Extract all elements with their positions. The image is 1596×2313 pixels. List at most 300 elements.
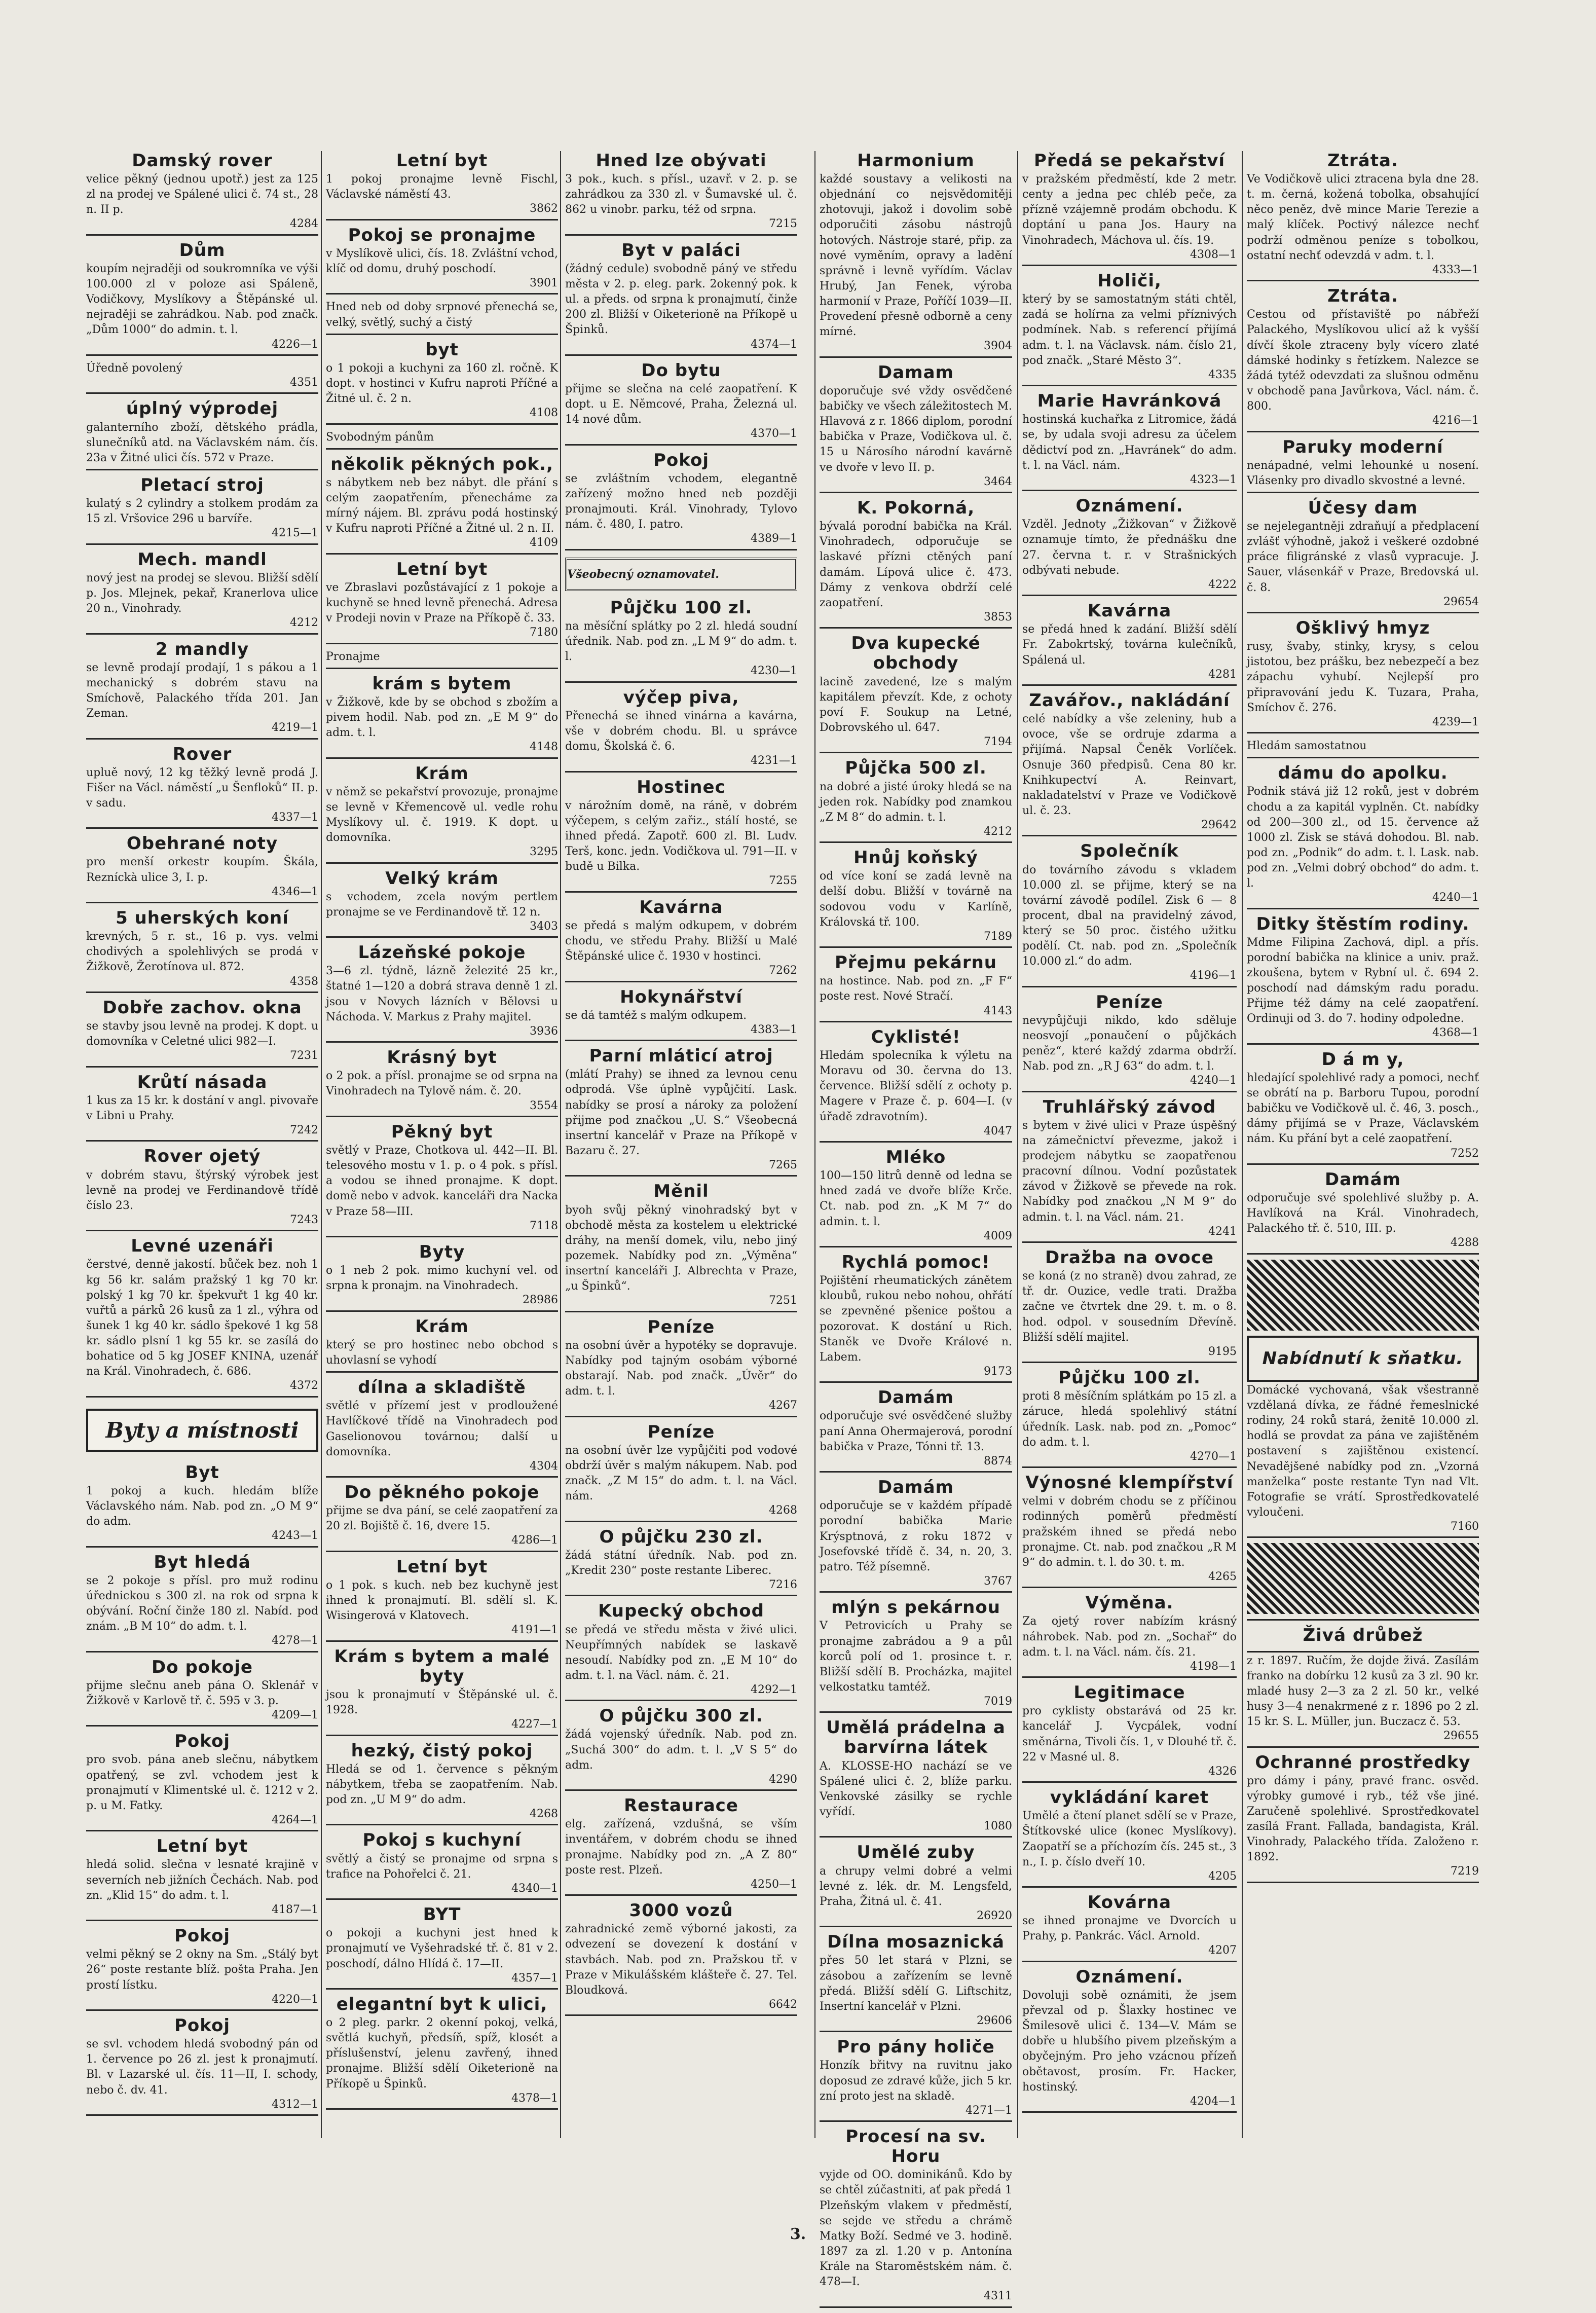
- ad-code: 7251: [769, 1294, 797, 1307]
- classified-ad: [86, 834, 318, 903]
- ad-divider: [86, 1396, 318, 1398]
- ad-divider: [565, 1175, 797, 1177]
- ad-code: 7189: [984, 930, 1012, 943]
- ad-text: v němž se pekařství provozuje, pronajme se levně v Křemencově ul. vedle rohu Myslíkovy ul. č. 1919. K dopt. u domovníka.: [326, 785, 558, 844]
- ad-text: jsou k pronajmutí v Štěpánské ul. č. 1928.: [326, 1688, 558, 1717]
- classified-ad: [1247, 618, 1479, 733]
- ad-heading: Letní byt: [156, 1836, 248, 1857]
- ad-heading: Živá drůbež: [1247, 1619, 1479, 1652]
- classified-ad: [326, 455, 558, 555]
- ad-code: 3403: [530, 920, 558, 933]
- classified-ad: [1247, 151, 1479, 281]
- classified-ad: [820, 1253, 1012, 1383]
- ad-text: pro svob. pána aneb slečnu, nábytkem opatřený, se zvl. vchodem jest k pronajmutí v Klimentské ul. č. 1212 v 2. p. u M. Fatky.: [86, 1753, 318, 1812]
- ad-text: Hledám spolecníka k výletu na Moravu od 30. června do 13. července. Bližší sdělí z ochoty p. Magere v Praze č. p. 604—I. (v úřadě zdravotním).: [820, 1049, 1012, 1123]
- classified-ad: [820, 151, 1012, 358]
- ad-text: velmi v dobrém chodu se z příčinou rodinných poměrů předměstí pražském ihned se předá nebo pronajme. Ct. nab. pod značkou „R M 9“ do admin. t. l. do 30. t. m.: [1022, 1495, 1237, 1569]
- ad-text: na dobré a jisté úroky hledá se na jeden rok. Nabídky pod znamkou „Z M 8“ do admin. t. l.: [820, 780, 1012, 824]
- ad-heading: Legitimace: [1073, 1682, 1185, 1703]
- ad-text: světlý a čistý se pronajme od srpna s trafice na Pohořelci č. 21.: [326, 1852, 558, 1881]
- ad-heading: Damský rover: [132, 151, 273, 171]
- ad-text: s vchodem, zcela novým pertlem pronajme se ve Ferdinandově tř. 12 n.: [326, 890, 558, 919]
- ad-heading: Pěkný byt: [391, 1121, 493, 1142]
- ad-heading: Parní mláticí atroj: [589, 1046, 773, 1067]
- ad-heading: Peníze: [1096, 992, 1163, 1012]
- ad-heading: několik pěkných pok.,: [330, 454, 553, 474]
- classified-ad: [326, 151, 558, 221]
- ad-code: 3904: [984, 340, 1012, 353]
- ad-text: v pražském předměstí, kde 2 metr. centy a jedna pec chléb peče, za přízně vzájemně prodám obchodu. K doptání u pana Jos. Haury na Vinohradech, Máchova ul. čís. 19.: [1022, 173, 1237, 247]
- ad-divider: [1022, 986, 1237, 987]
- ad-code: 4335: [1208, 368, 1237, 381]
- ad-heading: Půjčka 500 zl.: [845, 758, 987, 779]
- ad-code: 4196—1: [1190, 969, 1237, 982]
- ad-code: 4250—1: [751, 1878, 797, 1891]
- ad-code: 4374—1: [751, 338, 797, 351]
- classified-ad: [565, 1601, 797, 1701]
- ad-code: 4047: [984, 1124, 1012, 1137]
- classified-ad: [1022, 271, 1237, 386]
- classified-ad: [565, 987, 797, 1042]
- ad-divider: [326, 2108, 558, 2110]
- ad-heading: Levné uzenáři: [131, 1236, 274, 1257]
- ad-divider: [326, 423, 558, 425]
- ad-divider: [820, 2031, 1012, 2032]
- classified-ad: [820, 1027, 1012, 1143]
- ad-code: 3936: [530, 1024, 558, 1038]
- ad-text: Hledá se od 1. července s pěkným nábytkem, třeba se zaopatřením. Nab. pod zn. „U M 9“ do adm.: [326, 1763, 558, 1806]
- ad-code: 4383—1: [751, 1023, 797, 1036]
- ad-heading: Kovárna: [1087, 1892, 1172, 1913]
- classified-ad: [86, 241, 318, 356]
- ad-code: 4326: [1208, 1765, 1237, 1778]
- ad-divider: [326, 643, 558, 644]
- classified-ad: [86, 2016, 318, 2116]
- ad-divider: [86, 1651, 318, 1653]
- ad-heading: Pokoj: [174, 2015, 230, 2036]
- ad-heading: Pokoj: [653, 450, 709, 470]
- ad-divider: [86, 633, 318, 635]
- ad-text: odporučuje se v každém případě porodní babička Marie Krýsptnová, z roku 1872 v Josefovské třídě č. 34, n. 20, 3. patro. Též písemně.: [820, 1499, 1012, 1573]
- ad-divider: [565, 549, 797, 550]
- classified-ad: [1022, 841, 1237, 987]
- ad-divider: [820, 1471, 1012, 1473]
- ad-divider: [326, 757, 558, 759]
- ad-divider: [1022, 490, 1237, 491]
- ad-text: nenápadné, velmi lehounké u nosení. Vlásenky pro divadlo skvostné a levné.: [1247, 459, 1479, 487]
- classified-ad: [326, 1048, 558, 1117]
- classified-ad: [1247, 286, 1479, 432]
- ad-text: proti 8 měsíčním splátkám po 15 zl. a záruce, hledá spolehlivý státní úředník. Lask. nab. pod zn. „Pomoc“ do adm. t. l.: [1022, 1390, 1237, 1449]
- ad-divider: [1247, 1253, 1479, 1255]
- ad-heading: Dražba na ovoce: [1045, 1247, 1214, 1268]
- ad-text: (žádný cedule) svobodně páný ve středu města v 2. p. eleg. park. 2okenný pok. k ul. a předs. od srpna k pronajmutí, činže 200 zl. Bližší v Oiketerioně na Příkopě u Špinků.: [565, 262, 797, 337]
- classified-ad: [820, 363, 1012, 493]
- ad-text: A. KLOSSE-HO nachází se ve Spálené ulici č. 2, blíže parku. Venkovské zásilky se rychle vyřídí.: [820, 1759, 1012, 1818]
- column-rule: [560, 151, 561, 2138]
- ad-code: 29642: [1201, 819, 1237, 832]
- classified-ad: [326, 1483, 558, 1552]
- ad-text: galanterního zboží, dětského prádla, slunečníků atd. na Václavském nám. čís. 23a v Žitné ulici čís. 572 v Praze.: [86, 421, 318, 464]
- ad-divider: [1022, 1781, 1237, 1783]
- ad-divider: [820, 1141, 1012, 1143]
- classified-ad: [326, 340, 558, 425]
- ad-divider: [326, 1236, 558, 1237]
- classified-ad: [1022, 151, 1237, 266]
- ad-heading: Byt: [185, 1462, 219, 1483]
- ad-divider: [86, 1920, 318, 1921]
- ad-heading: Damám: [878, 1387, 954, 1408]
- ad-code: 4226—1: [272, 338, 318, 351]
- ad-heading: Letní byt: [396, 151, 488, 171]
- classified-ad: [820, 1148, 1012, 1247]
- ad-code: 3862: [530, 202, 558, 215]
- classified-ad: [820, 848, 1012, 948]
- classified-ad: [820, 1932, 1012, 2032]
- ad-divider: [565, 1789, 797, 1791]
- ad-divider: [1022, 1241, 1237, 1243]
- ad-divider: [565, 1416, 797, 1417]
- ad-text: o 1 neb 2 pok. mimo kuchyní vel. od srpna k pronajm. na Vinohradech.: [326, 1264, 558, 1293]
- ad-heading: Letní byt: [396, 1556, 488, 1577]
- ad-divider: [1247, 1163, 1479, 1165]
- classified-ad: [86, 1553, 318, 1653]
- classified-ad: [86, 361, 318, 394]
- ad-divider: [565, 1040, 797, 1041]
- ad-text: Podnik stává již 12 roků, jest v dobrém chodu a za kapitál vyplněn. Ct. nabídky od 200—300 zl., od 15. července až 1000 zl. Zisk se stává dohodou. Bl. nab. pod zn. „Podnik“ do adm. t. l. Lask. nab. pod zn. „Velmi dobrý obchod“ do adm. t. l.: [1247, 785, 1479, 890]
- ad-heading: Kavárna: [1087, 601, 1172, 621]
- ad-code: 4333—1: [1432, 263, 1479, 276]
- ad-heading: Ochranné prostředky: [1255, 1752, 1471, 1773]
- ad-heading: Umělé zuby: [857, 1842, 975, 1863]
- classified-ad: [326, 1378, 558, 1478]
- ad-code: 4267: [769, 1399, 797, 1412]
- ad-heading: Nabídnutí k sňatku.: [1247, 1336, 1479, 1382]
- ad-heading: Letní byt: [396, 559, 488, 579]
- ad-text: světlé v přízemí jest v prodloužené Havlíčkové třídě na Vinohradech pod Gaselionovou továrnou; další u domovníka.: [326, 1400, 558, 1458]
- classified-ad: [1247, 1050, 1479, 1165]
- ad-divider: [565, 1894, 797, 1896]
- ad-heading: Byt hledá: [154, 1552, 251, 1572]
- ad-code: 4207: [1208, 1944, 1237, 1957]
- ad-code: 4284: [290, 217, 318, 231]
- ad-heading: Výměna.: [1085, 1593, 1174, 1613]
- ad-heading: Damám: [878, 1477, 954, 1498]
- ad-text: ve Zbraslavi pozůstávající z 1 pokoje a kuchyně se hned levně přenechá. Adresa v Prodeji novin v Praze na Příkopě č. 33.: [326, 581, 558, 625]
- ad-heading: úplný výprodej: [126, 398, 279, 419]
- ad-text: Pronajme: [326, 650, 380, 663]
- ad-heading: dámu do apolku.: [1278, 763, 1448, 784]
- ad-code: 4215—1: [272, 527, 318, 540]
- ad-text: 1 kus za 15 kr. k dostání v angl. pivovaře v Libni u Prahy.: [86, 1094, 318, 1122]
- ad-code: 7262: [769, 964, 797, 977]
- ad-code: 4268: [530, 1808, 558, 1821]
- ad-code: 4148: [530, 741, 558, 754]
- classified-ad: [326, 943, 558, 1043]
- hatched-rule: [1247, 1260, 1479, 1331]
- ad-code: 4340—1: [511, 1882, 558, 1895]
- classified-ad: [565, 361, 797, 446]
- ad-text: čerstvé, denně jakostí. bůček bez. noh 1 kg 56 kr. salám pražský 1 kg 70 kr. polský 1 kg 70 kr. špekvuřt 1 kg 40 kr. vuřtů a párků 26 kusů za 1 zl., výhra od šunek 1 kg 40 kr. sádlo špekové 1 kg 58 kr. sádlo plsní 1 kg 55 kr. se zasílá do bohatice od 5 kg JOSEF KNINA, uzenář na Král. Vinohradech, č. 686.: [86, 1258, 318, 1378]
- ad-text: 100—150 litrů denně od ledna se hned zadá ve dvoře blíže Krče. Ct. nab. pod zn. „K M 7“ do admin. t. l.: [820, 1169, 1012, 1228]
- classified-ad: [326, 1995, 558, 2110]
- ad-divider: [326, 293, 558, 295]
- ad-code: 3295: [530, 846, 558, 859]
- ad-code: 3464: [984, 475, 1012, 488]
- classified-ad: [326, 869, 558, 938]
- ad-code: 4370—1: [751, 427, 797, 440]
- ad-code: 7242: [290, 1124, 318, 1137]
- ad-text: přijme se dva pání, se celé zaopatření za 20 zl. Bojiště č. 16, dvere 15.: [326, 1504, 558, 1533]
- ad-text: hledající spolehlivé rady a pomoci, nechť se obrátí na p. Barboru Tupou, porodní babičku ve Vodičkově ul. č. 46, 3. posch., dámy přijímá se v Praze, Václavském nám. Ku přání byt a celé zaopatření.: [1247, 1071, 1479, 1146]
- ad-divider: [565, 234, 797, 236]
- classified-ad: [565, 558, 797, 591]
- ad-divider: [1247, 1746, 1479, 1748]
- ad-code: 4191—1: [511, 1624, 558, 1637]
- column-5: [1022, 151, 1237, 2118]
- ad-code: 3554: [530, 1099, 558, 1112]
- ad-heading: Obehrané noty: [126, 833, 278, 854]
- ad-heading: Krám: [415, 763, 469, 784]
- ad-heading: Měnil: [653, 1181, 709, 1202]
- ad-heading: O půjčku 230 zl.: [599, 1526, 763, 1547]
- classified-ad: [1247, 1619, 1479, 1747]
- classified-ad: [820, 634, 1012, 753]
- ad-text: na osobní úvěr lze vypůjčiti pod vodové obdrží úvěr s malým nákupem. Nab. pod značk. „Z M 15“ do adm. t. l. na Václ. nám.: [565, 1444, 797, 1503]
- ad-heading: hezký, čistý pokoj: [351, 1740, 533, 1761]
- ad-heading: Mech. mandl: [137, 549, 267, 570]
- classified-ad: [326, 1647, 558, 1736]
- ad-heading: Hned lze obývati: [596, 151, 767, 171]
- ad-code: 4219—1: [272, 721, 318, 735]
- ad-divider: [820, 1381, 1012, 1383]
- ad-text: s bytem v živé ulici v Praze úspěšný na zámečnictví převezme, jakož i prodejem nábytku se zaopatřenou pracovní dílnou. Vodní pozůstatek závod v Žižkově se převede na rok. Nabídky pod značkou „N M 9“ do admin. t. l. na Václ. nám. 21.: [1022, 1119, 1237, 1224]
- column-2: [326, 151, 558, 2115]
- ad-divider: [326, 1310, 558, 1312]
- ad-text: hledá solid. slečna v lesnaté krajině v severních neb jižních Čechách. Nab. pod zn. „Klid 15“ do adm. t. l.: [86, 1858, 318, 1902]
- ad-divider: [820, 1021, 1012, 1022]
- ad-text: velice pěkný (jednou upotř.) jest za 125 zl na prodej ve Spálené ulici č. 74 st., 28 n. II p.: [86, 173, 318, 216]
- ad-text: a chrupy velmi dobré a velmi levné z. lék. dr. M. Lengsfeld, Praha, Žitná ul. č. 41.: [820, 1864, 1012, 1908]
- ad-text: Domácké vychovaná, však všestranně vzdělaná dívka, ze řádné řemeslnické rodiny, 24 roků stará, ženitě 10.000 zl. hodlá se provdat za pána ve zajištěném postavení s zajištěnou existencí. Nevadějšené nabídky pod zn. „Vzorná manželka“ poste restante Tyn nad Vlt. Fotografie se vrátí. Sprostředkovatelé vyloučeni.: [1247, 1383, 1479, 1519]
- ad-divider: [565, 1311, 797, 1312]
- ad-heading: Truhlářský závod: [1043, 1096, 1216, 1117]
- classified-ad: [1022, 496, 1237, 596]
- ad-heading: Byty: [419, 1242, 465, 1263]
- ad-code: 4265: [1208, 1570, 1237, 1583]
- ad-heading: Peníze: [647, 1421, 715, 1442]
- ad-heading: Kavárna: [639, 897, 723, 917]
- ad-heading: 5 uherských koní: [116, 908, 289, 929]
- ad-heading: Dva kupecké obchody: [851, 633, 981, 674]
- ad-text: se ihned pronajme ve Dvorcích u Prahy, p. Pankrác. Václ. Arnold.: [1022, 1915, 1237, 1943]
- ad-divider: [326, 1898, 558, 1900]
- ad-text: v dobrém stavu, štýrský výrobek jest levně na prodej ve Ferdinandově třídě číslo 23.: [86, 1168, 318, 1212]
- classified-ad: [820, 758, 1012, 843]
- classified-ad: [820, 1388, 1012, 1473]
- ad-heading: Peníze: [647, 1316, 715, 1337]
- hatched-rule: [1247, 1543, 1479, 1614]
- ad-code: 4241: [1208, 1225, 1237, 1238]
- ad-divider: [1247, 1882, 1479, 1883]
- ad-text: Přenechá se ihned vinárna a kavárna, vše v dobrém chodu. Bl. u správce domu, Školská č. 6.: [565, 709, 797, 753]
- ad-code: 7160: [1451, 1520, 1479, 1533]
- ad-code: 7118: [530, 1219, 558, 1232]
- classified-ad: [565, 241, 797, 356]
- ad-heading: Pletací stroj: [140, 474, 264, 495]
- ad-divider: [326, 553, 558, 555]
- classified-ad: [326, 1317, 558, 1373]
- classified-ad: [565, 1527, 797, 1597]
- ad-divider: [820, 356, 1012, 358]
- ad-divider: [86, 543, 318, 545]
- ad-divider: [1247, 732, 1479, 733]
- ad-text: upluě nový, 12 kg těžký levně prodá J. Fišer na Václ. náměstí „u Šenfloků“ II. p. v sadu.: [86, 766, 318, 810]
- ad-text: Mdme Filipina Zachová, dipl. a přís. porodní babička na klinice a univ. praž. zkoušena, bytem v Rybní ul. č. 694 2. poschodí nad dámským radu poradu. Přijme též dámy na celé zaopatření. Ordinuji od 3. do 7. hodiny odpoledne.: [1247, 936, 1479, 1025]
- ad-text: se stavby jsou levně na prodej. K dopt. u domovníka v Celetné ulici 982—I.: [86, 1020, 318, 1048]
- ad-divider: [326, 1735, 558, 1736]
- ad-code: 4312—1: [272, 2098, 318, 2111]
- ad-divider: [86, 469, 318, 470]
- ad-code: 4240—1: [1432, 891, 1479, 904]
- ad-divider: [326, 334, 558, 335]
- ad-text: koupím nejraději od soukromníka ve výši 100.000 zl v poloze asi Spáleně, Vodičkovy, Myslíkovy a Štěpánské ul. nejraději se zahrádkou. Nab. pod značk. „Dům 1000“ do admin. t. l.: [86, 262, 318, 337]
- column-rule: [1242, 151, 1243, 2138]
- classified-ad: [820, 498, 1012, 629]
- ad-divider: [820, 946, 1012, 948]
- ad-text: o 2 pok. a přísl. pronajme se od srpna na Vinohradech na Tylově nám. č. 20.: [326, 1070, 558, 1098]
- ad-divider: [820, 1246, 1012, 1247]
- ad-code: 4271—1: [966, 2104, 1012, 2117]
- ad-heading: Ztráta.: [1327, 151, 1398, 171]
- ad-divider: [326, 936, 558, 938]
- ad-text: světlý v Praze, Chotkova ul. 442—II. Bl. telesového mostu v 1. p. o 4 pok. s přísl. a vodou se ihned pronajme. K dopt. domě nebo v advok. kanceláři dra Nacka v Praze 58—III.: [326, 1144, 558, 1218]
- classified-ad: [1022, 1893, 1237, 1962]
- ad-code: 9173: [984, 1365, 1012, 1378]
- ad-divider: [86, 827, 318, 829]
- ad-heading: Damam: [878, 362, 954, 383]
- classified-ad: [86, 1236, 318, 1397]
- ad-divider: [86, 1230, 318, 1231]
- ad-divider: [326, 1041, 558, 1043]
- ad-text: rusy, švaby, stinky, krysy, s celou jistotou, bez prášku, bez nebezpečí a bez zápachu vyhubí. Nejlepší pro připravování jedu K. Tuzara, Praha, Smíchov č. 276.: [1247, 640, 1479, 714]
- ad-text: 1 pokoj pronajme levně Fischl, Václavské náměstí 43.: [326, 173, 558, 201]
- ad-heading: Půjčku 100 zl.: [610, 597, 753, 618]
- classified-ad: [86, 640, 318, 740]
- ad-text: každé soustavy a velikosti na objednání co nejsvědomitěji zhotovuji, jakož i dovolim sobě odporučiti zásobu nástrojů hotových. Nástroje staré, přip. za nové vyměním, opravy a ladění správně i levně vyřídím. Václav Hrubý, Jan Fenek, výroba harmonií v Praze, Poříčí 1039—II. Provedení přesně odborně a ceny mírné.: [820, 173, 1012, 339]
- classified-ad: [565, 598, 797, 683]
- ad-divider: [1247, 1536, 1479, 1538]
- ad-heading: Přejmu pekárnu: [835, 952, 997, 973]
- ad-divider: [86, 992, 318, 993]
- column-1: [86, 151, 318, 2121]
- classified-ad: [86, 1463, 318, 1548]
- ad-code: 4212: [290, 616, 318, 630]
- ad-text: Honzík břitvy na ruvitnu jako doposud ze zdravé kůže, jich 5 kr. zní proto jest na skladě.: [820, 2059, 1012, 2103]
- ad-divider: [820, 1591, 1012, 1593]
- ad-code: 4227—1: [511, 1718, 558, 1731]
- ad-code: 26920: [977, 1909, 1012, 1922]
- ad-code: 4231—1: [751, 754, 797, 767]
- ad-text: žádá státní úředník. Nab. pod zn. „Kredit 230“ poste restante Liberec.: [565, 1549, 797, 1577]
- ad-divider: [1022, 1886, 1237, 1888]
- ad-text: na měsíční splátky po 2 zl. hledá soudní úřednik. Nab. pod zn. „L M 9“ do adm. t. l.: [565, 620, 797, 664]
- ad-divider: [326, 448, 558, 450]
- ad-code: 4239—1: [1432, 715, 1479, 728]
- ad-divider: [1022, 684, 1237, 686]
- ad-text: odporučuje své osvědčené služby paní Anna Ohermajerová, porodní babička v Praze, Tónni tř. 13.: [820, 1410, 1012, 1453]
- column-4: [820, 151, 1012, 2313]
- ad-divider: [565, 444, 797, 446]
- ad-heading: Dílna mosaznická: [827, 1932, 1005, 1953]
- classified-ad: [326, 649, 558, 669]
- ad-text: Hned neb od doby srpnové přenechá se, velký, světlý, suchý a čistý: [326, 301, 558, 329]
- ad-divider: [86, 234, 318, 236]
- classified-ad: [86, 1837, 318, 1921]
- ad-divider: [326, 1640, 558, 1642]
- ad-text: na hostince. Nab. pod zn. „F F“ poste rest. Nové Stračí.: [820, 975, 1012, 1003]
- ad-divider: [326, 1116, 558, 1117]
- classified-ad: [820, 1598, 1012, 1713]
- ad-text: Cestou od přístaviště po nábřeží Palackého, Myslíkovou ulicí až k vyšší dívčí škole ztraceny byly vícero zlaté dámské hodinky s řetízkem. Nalezce se žádá tytéž odevzdati za slušnou odměnu v obchodě pana Javůrkova, Václ. nám. č. 800.: [1247, 308, 1479, 413]
- classified-ad: [86, 1926, 318, 2011]
- ad-code: 4205: [1208, 1869, 1237, 1883]
- ad-heading: Restaurace: [624, 1795, 738, 1816]
- ad-text: lacině zavedené, lze s malým kapitálem převzít. Kde, z ochoty poví F. Soukup na Letné, Dobrovského ul. 647.: [820, 675, 1012, 734]
- ad-heading: Paruky moderní: [1282, 436, 1443, 457]
- classified-ad: [1247, 1753, 1479, 1883]
- ad-text: Umělé a čtení planet sdělí se v Praze, Štítkovské ulice (konec Myslíkovy). Zaopatří se a příchozím čís. 245 st., 3 n., I. p. číslo dveří 10.: [1022, 1810, 1237, 1868]
- ad-code: 4323—1: [1190, 473, 1237, 486]
- ad-code: 4230—1: [751, 665, 797, 678]
- ad-heading: Procesí na sv. Horu: [845, 2126, 986, 2167]
- classified-ad: [326, 1905, 558, 1990]
- ad-divider: [1247, 431, 1479, 432]
- ad-text: do továrního závodu s vkladem 10.000 zl. se přijme, který se na tovární závodě podílel. Zisk 6 — 8 procent, dbal na pravidelný závod, který se 50 proc. čistého užitku podělí. Ct. nab. pod zn. „Společník 10.000 zl.“ do adm.: [1022, 863, 1237, 968]
- ad-code: 7215: [769, 217, 797, 231]
- ad-divider: [1247, 612, 1479, 613]
- ad-text: se předá ve středu města v živé ulici. Neupřímných nabídek se laskavě nesoudí. Nabídky pod zn. „E M 10“ do adm. t. l. na Václ. nám. č. 21.: [565, 1623, 797, 1682]
- ad-text: pro dámy i pány, pravé franc. osvěd. výrobky gumové i ryb., též vše jiné. Zaručeně spolehlivé. Sprostředkovatel zasílá Frant. Fallada, bandagista, Král. Vinohrady, Palackého třída. Založeno r. 1892.: [1247, 1774, 1479, 1864]
- ad-heading: Holiči,: [1097, 271, 1162, 291]
- ad-divider: [86, 354, 318, 356]
- ad-heading: Velký krám: [385, 868, 499, 889]
- ad-code: 6642: [769, 1998, 797, 2011]
- classified-ad: [326, 430, 558, 450]
- ad-heading: Kupecký obchod: [598, 1601, 764, 1622]
- ad-heading: Rover ojetý: [143, 1146, 261, 1167]
- classified-ad: [1022, 1788, 1237, 1888]
- classified-ad: [565, 1706, 797, 1791]
- ad-text: se 2 pokoje s přísl. pro muž rodinu úřednickou s 300 zl. na rok od srpna k obývání. Roční činže 180 zl. Nabíd. pod znám. „B M 10“ do adm. t. l.: [86, 1574, 318, 1633]
- classified-ad: [1022, 1967, 1237, 2113]
- ad-code: 4209—1: [272, 1708, 318, 1721]
- ad-code: 7194: [984, 736, 1012, 749]
- ad-divider: [820, 1926, 1012, 1927]
- ad-divider: [1022, 385, 1237, 386]
- classified-ad: [1247, 1170, 1479, 1255]
- ad-heading: Oznámení.: [1075, 496, 1183, 517]
- ad-heading: Ditky štěstím rodiny.: [1256, 913, 1470, 934]
- ad-code: 4220—1: [272, 1993, 318, 2006]
- ad-heading: Krůtí násada: [137, 1072, 268, 1092]
- ad-divider: [565, 2014, 797, 2016]
- ad-text: na osobní úvěr a hypotéky se dopravuje. Nabídky pod tajným osobám výborné obstarají. Nab. pod značk. „Úvěr“ do adm. t. l.: [565, 1339, 797, 1398]
- ad-divider: [86, 1725, 318, 1727]
- ad-heading: Mléko: [885, 1147, 946, 1168]
- ad-heading: mlýn s pekárnou: [831, 1597, 1000, 1618]
- classified-ad: [565, 688, 797, 773]
